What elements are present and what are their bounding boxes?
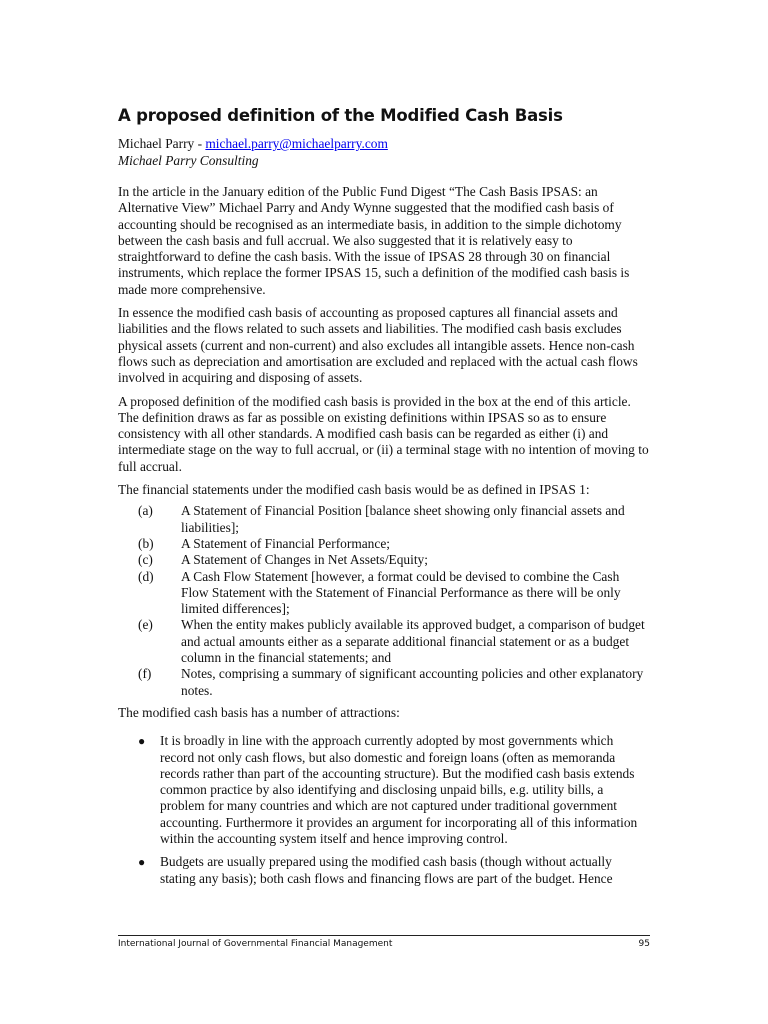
paragraph: The financial statements under the modified cash basis would be as defined in IPSAS 1: [118,482,590,498]
bullet-item [118,733,650,847]
bullet-icon: ● [138,734,146,749]
bullet-item [118,854,650,887]
financial-statements-list [118,503,650,699]
list-item-text: When the entity makes publicly available its approved budget, a comparison of budget and actual amounts either as a separate additional financial statement or as a budget column in the financial statements; and [181,617,645,666]
article-title: A proposed definition of the Modified Cash Basis [118,106,563,125]
list-item [118,569,650,618]
bullet-text: Budgets are usually prepared using the modified cash basis (though without actually stating any basis); both cash flows and financing flows are part of the budget. Hence [160,854,613,886]
article-body [118,184,650,894]
list-marker: (f) [138,666,152,682]
author-line [118,136,388,152]
list-item-text: A Statement of Financial Performance; [181,535,390,551]
footer-journal-name: International Journal of Governmental Financial Management [118,939,393,949]
author-name: Michael Parry - [118,136,206,151]
list-item-text: Notes, comprising a summary of significant accounting policies and other explanatory notes. [181,666,644,698]
list-item [118,552,650,568]
paragraph: In the article in the January edition of the Public Fund Digest “The Cash Basis IPSAS: an Alternative View” Michael Parry and Andy Wynne suggested that the modified cash basis of accounting should be recognised as an intermediate basis, in addition to the simple dichotomy between the cash basis and full accrual. We also suggested that it is relatively easy to straightforward to define the cash basis. With the issue of IPSAS 28 through 30 on financial instruments, which replace the former IPSAS 15, such a definition of the modified cash basis is made more comprehensive. [118,184,630,297]
paragraph: In essence the modified cash basis of accounting as proposed captures all financial assets and liabilities and the flows related to such assets and liabilities. The modified cash basis excludes physical assets (current and non-current) and also excludes all intangible assets. Hence non-cash flows such as depreciation and amortisation are excluded and replaced with the actual cash flows involved in acquiring and disposing of assets. [118,305,638,386]
list-marker: (a) [138,503,153,519]
paragraph: A proposed definition of the modified cash basis is provided in the box at the end of this article. The definition draws as far as possible on existing definitions within IPSAS so as to ensure consistency with all other standards. A modified cash basis can be regarded as either (i) and intermediate stage on the way to full accrual, or (ii) a terminal stage with no intention of moving to full accrual. [118,393,649,474]
list-marker: (c) [138,552,153,568]
list-marker: (d) [138,568,154,584]
list-marker: (b) [138,535,154,551]
bullet-text: It is broadly in line with the approach currently adopted by most governments which record not only cash flows, but also domestic and foreign loans (often as memoranda records rather than part of the accounting structure). But the modified cash basis extends common practice by also identifying and disclosing unpaid bills, e.g. utility bills, a problem for many countries and which are not captured under traditional government accounting. Furthermore it provides an argument for incorporating all of this information within the accounting system itself and hence improving control. [160,733,638,846]
list-item [118,536,650,552]
list-item [118,617,650,666]
document-page [118,0,650,1024]
list-item-text: A Cash Flow Statement [however, a format could be devised to combine the Cash Flow Statement with the Statement of Financial Performance as there will be only limited differences]; [181,568,621,617]
list-item [118,666,650,699]
list-item [118,503,650,536]
footer-divider [118,935,650,936]
list-item-text: A Statement of Changes in Net Assets/Equity; [181,552,428,568]
list-item-text: A Statement of Financial Position [balance sheet showing only financial assets and liabilities]; [181,503,625,535]
attractions-list [118,733,650,887]
list-marker: (e) [138,617,153,633]
attractions-intro: The modified cash basis has a number of attractions: [118,704,400,720]
bullet-icon: ● [138,855,146,870]
author-email-link[interactable]: michael.parry@michaelparry.com [205,136,388,151]
author-affiliation: Michael Parry Consulting [118,153,259,168]
footer-page-number: 95 [638,939,650,949]
